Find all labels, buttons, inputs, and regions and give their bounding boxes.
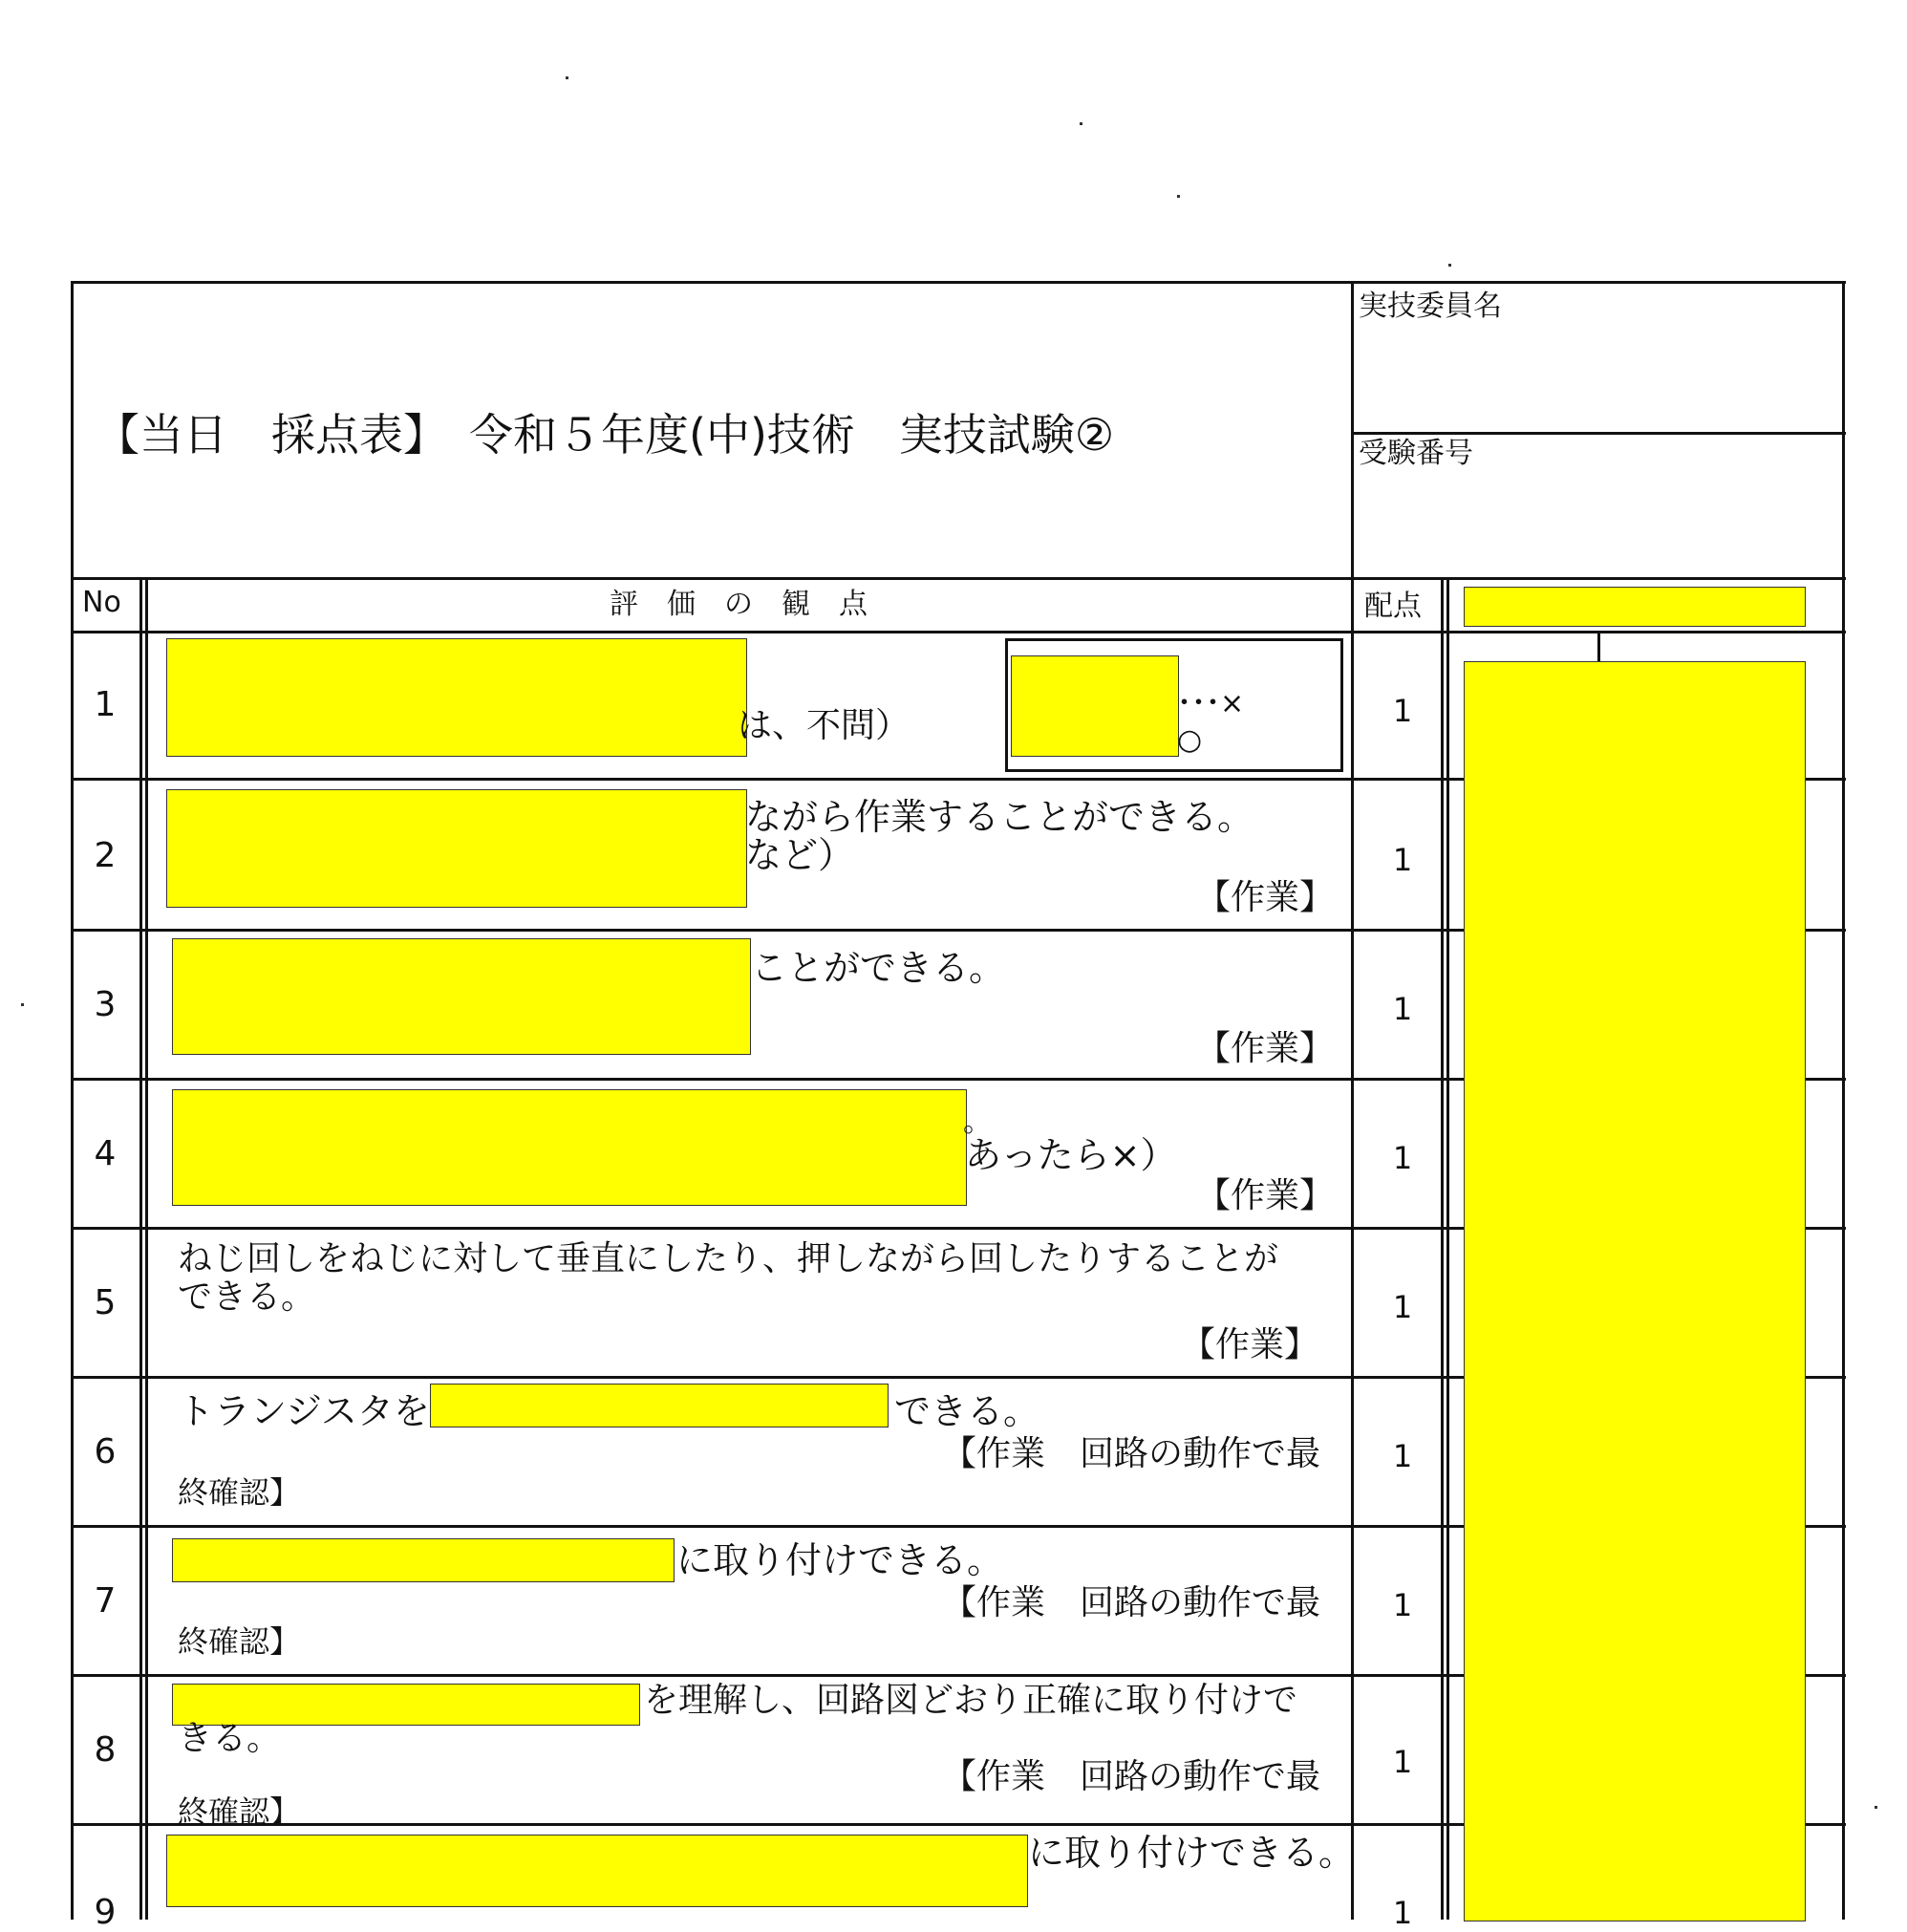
criteria-text: きる。: [178, 1719, 282, 1758]
category-tag: 【作業】: [1196, 1176, 1335, 1215]
row-number: 6: [94, 1432, 117, 1471]
redacted-evaluation-key: [1011, 655, 1179, 757]
column-divider-no-double: [145, 577, 148, 1920]
row-number: 8: [94, 1730, 117, 1770]
criteria-text: トランジスタを: [178, 1390, 430, 1432]
row-number: 9: [94, 1893, 117, 1932]
category-tag: 【作業 回路の動作で最: [942, 1583, 1321, 1622]
category-tag: 【作業 回路の動作で最: [942, 1757, 1321, 1796]
scan-speck: [1875, 1806, 1877, 1809]
redacted-criteria-text: [430, 1384, 889, 1428]
row-points: 1: [1392, 1587, 1413, 1623]
redacted-criteria-text: [172, 1089, 967, 1206]
category-tag: 【作業】: [1181, 1325, 1319, 1364]
row-points: 1: [1392, 1289, 1413, 1325]
redacted-header-cell: [1464, 587, 1806, 627]
table-border-right: [1842, 281, 1845, 1920]
column-divider-criteria: [1351, 281, 1354, 1920]
criteria-text: は、不問）: [738, 706, 911, 745]
column-header-points: 配点: [1364, 590, 1422, 623]
evaluation-key-line: ○: [1177, 723, 1203, 757]
header-divider: [1351, 432, 1846, 435]
category-tag-continued: 終確認】: [178, 1623, 301, 1660]
examiner-name-label: 実技委員名: [1359, 290, 1502, 323]
row-points: 1: [1392, 991, 1413, 1027]
redacted-score-column: [1464, 661, 1806, 1921]
table-divider: [71, 631, 1846, 633]
criteria-text: ながら作業することができる。: [745, 796, 1254, 838]
redacted-criteria-text: [172, 938, 751, 1055]
column-header-criteria: 評 価 の 観 点: [610, 588, 868, 621]
row-points: 1: [1392, 1140, 1413, 1176]
criteria-text: 。: [963, 1106, 992, 1139]
criteria-text: を理解し、回路図どおり正確に取り付けで: [644, 1681, 1298, 1720]
inner-tick: [1597, 631, 1600, 663]
scan-speck: [21, 1003, 24, 1006]
table-divider: [71, 577, 1846, 580]
category-tag: 【作業】: [1196, 1029, 1335, 1068]
row-points: 1: [1392, 693, 1413, 729]
scan-speck: [1177, 195, 1180, 198]
row-points: 1: [1392, 1895, 1413, 1931]
category-tag-continued: 終確認】: [178, 1793, 301, 1830]
criteria-text: あったら×）: [965, 1134, 1177, 1176]
column-header-no: No: [82, 586, 121, 619]
row-number: 5: [94, 1283, 117, 1322]
evaluation-key-line: ･･･×: [1177, 687, 1245, 720]
scan-speck: [1080, 122, 1082, 125]
criteria-text: ねじ回しをねじに対して垂直にしたり、押しながら回したりすることが: [178, 1239, 1279, 1278]
criteria-text: できる。: [178, 1277, 316, 1317]
category-tag: 【作業 回路の動作で最: [942, 1434, 1321, 1473]
criteria-text: できる。: [894, 1390, 1040, 1432]
table-border-top: [71, 281, 1846, 284]
row-points: 1: [1392, 1438, 1413, 1474]
scan-speck: [1448, 264, 1451, 267]
redacted-criteria-text: [166, 638, 747, 757]
category-tag-continued: 終確認】: [178, 1474, 301, 1511]
row-number: 7: [94, 1581, 117, 1621]
column-divider-points: [1441, 577, 1444, 1920]
row-points: 1: [1392, 842, 1413, 878]
redacted-criteria-text: [166, 789, 747, 908]
row-number: 1: [94, 685, 117, 724]
criteria-text: に取り付けできる。: [1028, 1832, 1356, 1874]
row-number: 3: [94, 985, 117, 1024]
column-divider-points-double: [1446, 577, 1449, 1920]
redacted-criteria-text: [166, 1835, 1028, 1907]
scan-speck: [566, 76, 568, 79]
category-tag: 【作業】: [1196, 878, 1335, 917]
page-title: 【当日 採点表】 令和５年度(中)技術 実技試験②: [96, 409, 1115, 461]
row-number: 2: [94, 836, 117, 875]
column-divider-no: [139, 577, 142, 1920]
row-points: 1: [1392, 1744, 1413, 1780]
criteria-text: ことができる。: [751, 947, 1006, 989]
criteria-text: に取り付けできる。: [676, 1539, 1004, 1581]
criteria-text: など）: [745, 834, 855, 876]
redacted-criteria-text: [172, 1538, 675, 1582]
row-number: 4: [94, 1134, 117, 1173]
table-border-left: [71, 281, 74, 1920]
exam-number-label: 受験番号: [1359, 437, 1473, 470]
